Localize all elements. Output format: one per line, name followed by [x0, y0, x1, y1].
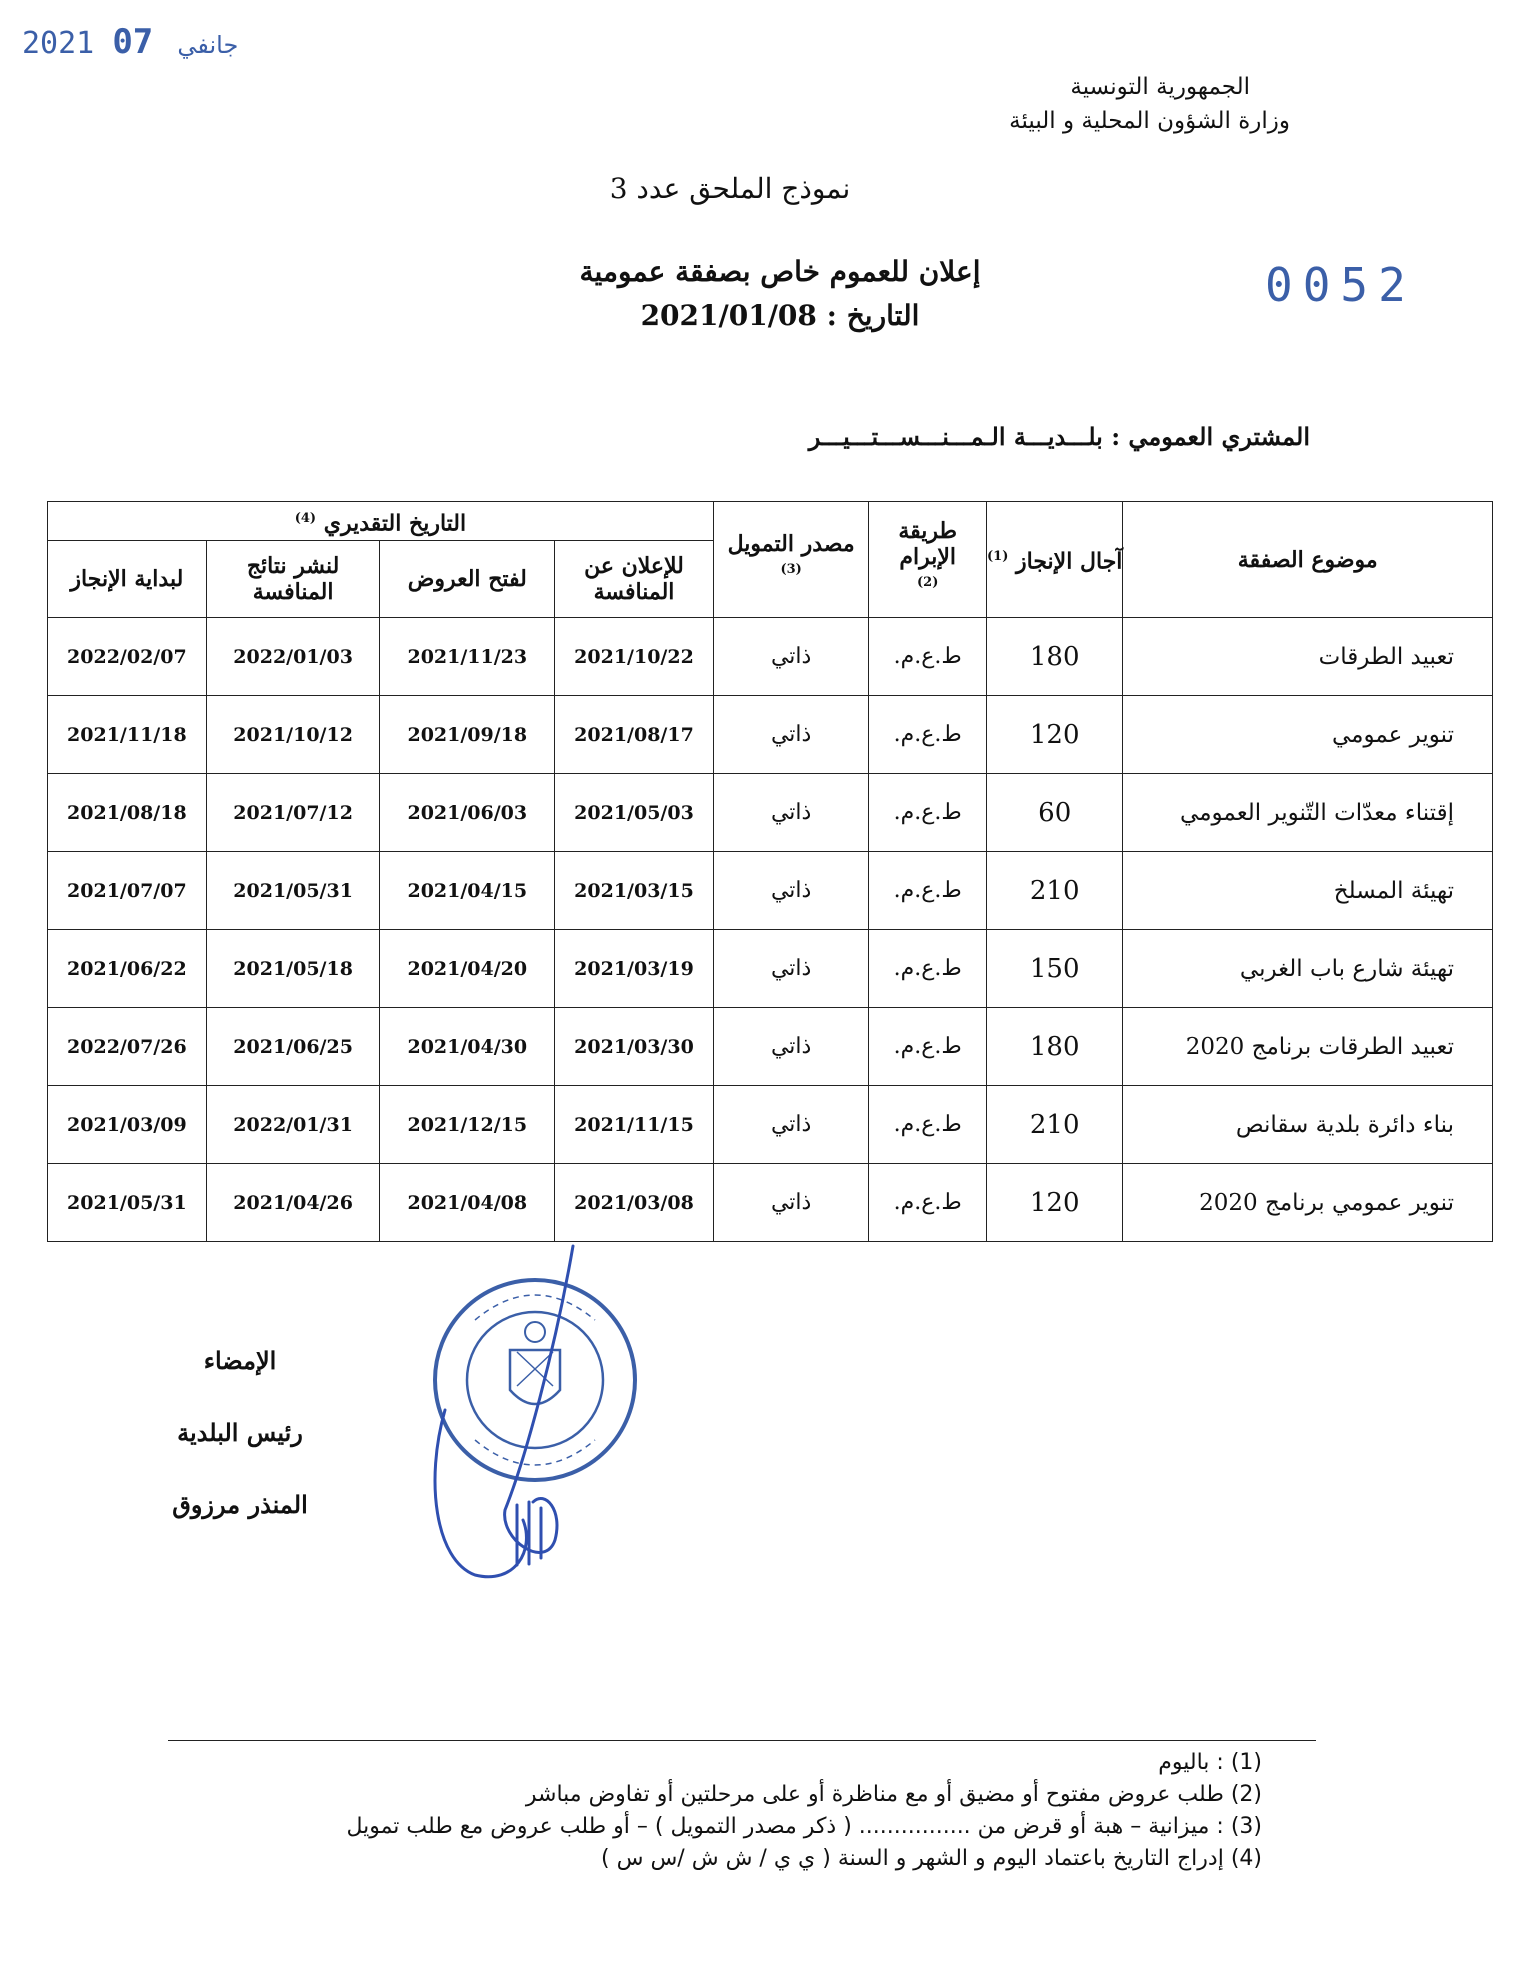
cell-duration: 180 [986, 618, 1123, 696]
procurement-table [47, 501, 1493, 1242]
cell-start: 2022/02/07 [48, 618, 207, 696]
cell-publish: 2021/10/12 [206, 696, 380, 774]
header-estimated-dates: التاريخ التقديري $^{(4)}$ [48, 502, 714, 541]
stamp-day: 07 [112, 22, 154, 62]
cell-method: ط.ع.م. [869, 1164, 986, 1242]
cell-subject: تنوير عمومي [1123, 696, 1493, 774]
cell-funding: ذاتي [713, 1164, 869, 1242]
signatory-role: رئيس البلدية [177, 1418, 303, 1447]
cell-start: 2021/06/22 [48, 930, 207, 1008]
public-buyer [410, 422, 1310, 451]
received-date-stamp [22, 22, 262, 62]
table-row [48, 696, 1493, 774]
document-title [420, 250, 1140, 338]
signatory-name: المنذر مرزوق [172, 1490, 308, 1519]
table-row [48, 1164, 1493, 1242]
cell-method: ط.ع.م. [869, 930, 986, 1008]
cell-publish: 2021/05/18 [206, 930, 380, 1008]
cell-start: 2021/08/18 [48, 774, 207, 852]
cell-open: 2021/04/15 [380, 852, 555, 930]
cell-funding: ذاتي [713, 774, 869, 852]
table-row [48, 852, 1493, 930]
cell-start: 2021/07/07 [48, 852, 207, 930]
cell-publish: 2021/06/25 [206, 1008, 380, 1086]
cell-publish: 2022/01/31 [206, 1086, 380, 1164]
title-date: التاريخ : 2021/01/08 [640, 299, 920, 332]
cell-start: 2022/07/26 [48, 1008, 207, 1086]
seal-icon [435, 1280, 635, 1480]
cell-subject: تعبيد الطرقات برنامج 2020 [1123, 1008, 1493, 1086]
header-publish: لنشر نتائج المنافسة [206, 541, 380, 618]
header-open: لفتح العروض [380, 541, 555, 618]
cell-publish: 2022/01/03 [206, 618, 380, 696]
cell-duration: 120 [986, 1164, 1123, 1242]
signature-label: الإمضاء [203, 1346, 277, 1375]
title-line: إعلان للعموم خاص بصفقة عمومية [579, 255, 981, 288]
cell-method: ط.ع.م. [869, 618, 986, 696]
cell-open: 2021/12/15 [380, 1086, 555, 1164]
header-start: لبداية الإنجاز [48, 541, 207, 618]
footnote-3: (3) : ميزانية – هبة أو قرض من ................ ( ذكر مصدر التمويل ) – أو طلب عروض مع طلب تمويل [346, 1814, 1262, 1839]
cell-start: 2021/03/09 [48, 1086, 207, 1164]
table-row [48, 930, 1493, 1008]
stamp-month: جانفي [177, 31, 239, 59]
cell-publish: 2021/04/26 [206, 1164, 380, 1242]
signature-block [90, 1325, 390, 1541]
cell-funding: ذاتي [713, 1086, 869, 1164]
cell-open: 2021/09/18 [380, 696, 555, 774]
header-funding: مصدر التمويل $^{(3)}$ [713, 502, 869, 618]
cell-open: 2021/04/20 [380, 930, 555, 1008]
footnote-2: (2) طلب عروض مفتوح أو مضيق أو مع مناظرة أو على مرحلتين أو تفاوض مباشر [525, 1782, 1262, 1807]
cell-funding: ذاتي [713, 1008, 869, 1086]
footnote-4: (4) إدراج التاريخ باعتماد اليوم و الشهر و السنة ( ي ي / ش ش /س س ) [601, 1846, 1262, 1871]
cell-announce: 2021/08/17 [555, 696, 714, 774]
cell-open: 2021/11/23 [380, 618, 555, 696]
cell-duration: 180 [986, 1008, 1123, 1086]
buyer-value: بلـــديـــة الـمـــنـــســـتـــيـــر [808, 422, 1103, 451]
cell-subject: تنوير عمومي برنامج 2020 [1123, 1164, 1493, 1242]
cell-duration: 210 [986, 1086, 1123, 1164]
cell-start: 2021/05/31 [48, 1164, 207, 1242]
cell-duration: 60 [986, 774, 1123, 852]
cell-method: ط.ع.م. [869, 1008, 986, 1086]
table-row [48, 1086, 1493, 1164]
cell-announce: 2021/03/30 [555, 1008, 714, 1086]
cell-announce: 2021/11/15 [555, 1086, 714, 1164]
cell-duration: 150 [986, 930, 1123, 1008]
cell-announce: 2021/03/08 [555, 1164, 714, 1242]
header-announce: للإعلان عن المنافسة [555, 541, 714, 618]
cell-funding: ذاتي [713, 930, 869, 1008]
cell-method: ط.ع.م. [869, 774, 986, 852]
cell-subject: تعبيد الطرقات [1123, 618, 1493, 696]
official-seal-and-signature [405, 1240, 785, 1600]
annex-label: نموذج الملحق عدد 3 [609, 172, 851, 205]
cell-start: 2021/11/18 [48, 696, 207, 774]
table-row [48, 618, 1493, 696]
cell-announce: 2021/03/19 [555, 930, 714, 1008]
buyer-label: المشتري العمومي : [1111, 422, 1310, 451]
table-row [48, 1008, 1493, 1086]
cell-funding: ذاتي [713, 618, 869, 696]
cell-subject: إقتناء معدّات التّنوير العمومي [1123, 774, 1493, 852]
registration-number-stamp: 0052 [1265, 258, 1416, 312]
republic-name: الجمهورية التونسية [1070, 74, 1250, 100]
header-method: طريقة الإبرام $^{(2)}$ [869, 502, 986, 618]
cell-subject: بناء دائرة بلدية سقانص [1123, 1086, 1493, 1164]
stamp-year: 2021 [22, 26, 95, 61]
cell-open: 2021/04/08 [380, 1164, 555, 1242]
cell-announce: 2021/10/22 [555, 618, 714, 696]
cell-subject: تهيئة المسلخ [1123, 852, 1493, 930]
ministry-name: وزارة الشؤون المحلية و البيئة [1009, 108, 1290, 134]
cell-open: 2021/06/03 [380, 774, 555, 852]
cell-method: ط.ع.م. [869, 852, 986, 930]
cell-announce: 2021/03/15 [555, 852, 714, 930]
table-row [48, 774, 1493, 852]
cell-method: ط.ع.م. [869, 696, 986, 774]
cell-open: 2021/04/30 [380, 1008, 555, 1086]
cell-funding: ذاتي [713, 696, 869, 774]
cell-announce: 2021/05/03 [555, 774, 714, 852]
cell-duration: 120 [986, 696, 1123, 774]
footnotes [162, 1748, 1262, 1876]
document-header [690, 70, 1290, 138]
cell-duration: 210 [986, 852, 1123, 930]
cell-publish: 2021/05/31 [206, 852, 380, 930]
cell-subject: تهيئة شارع باب الغربي [1123, 930, 1493, 1008]
header-subject: موضوع الصفقة [1123, 502, 1493, 618]
cell-publish: 2021/07/12 [206, 774, 380, 852]
cell-method: ط.ع.م. [869, 1086, 986, 1164]
header-duration: آجال الإنجاز $^{(1)}$ [986, 502, 1123, 618]
handwritten-signature [435, 1246, 573, 1577]
cell-funding: ذاتي [713, 852, 869, 930]
footnote-1: (1) : باليوم [1158, 1750, 1262, 1775]
footnote-divider [168, 1740, 1316, 1741]
